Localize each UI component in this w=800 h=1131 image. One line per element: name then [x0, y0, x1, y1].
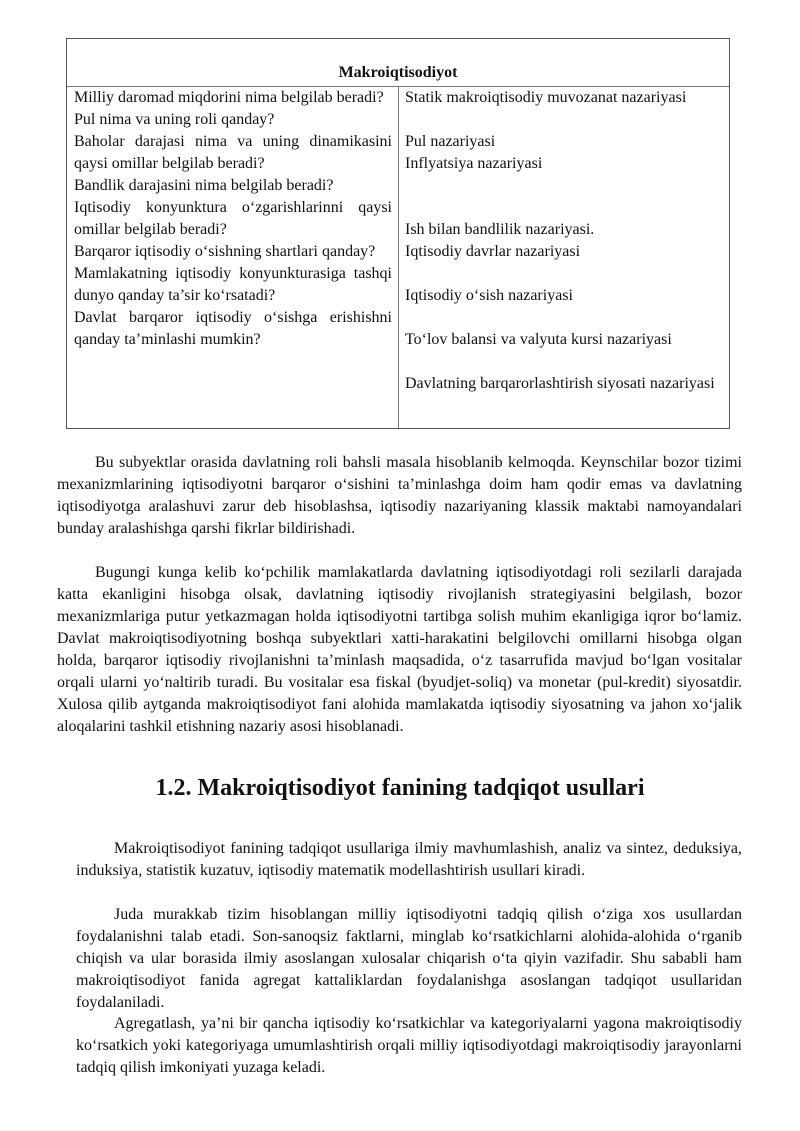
section-heading: 1.2. Makroiqtisodiyot fanining tadqiqot usullari	[155, 775, 645, 801]
table-question: Iqtisodiy konyunktura o‘zgarishlarinni qaysi omillar belgilab beradi?	[74, 199, 392, 238]
paragraph-aggregation: Agregatlash, ya’ni bir qancha iqtisodiy ko‘rsatkichlar va kategoriyalarni yagona makroiqtisodiy ko‘rsatkich yoki kategoriyaga umumlashtirish orqali milliy iqtisodiyotdagi makroiqtisodiy jarayonlarni tadqiq qilish imkoniyati yuzaga keladi.	[76, 1015, 742, 1076]
table-theory: Iqtisodiy davrlar nazariyasi	[405, 243, 581, 260]
theory-table	[66, 38, 730, 429]
paragraph-state-role: Bu subyektlar orasida davlatning roli bahsli masala hisoblanib kelmoqda. Keynschilar bozor tizimi mexanizmlarining iqtisodiyotni barqaror o‘sishini ta’minlashga doim ham qodir emas va davlatning iqtisodiyotga aralashuvi zarur deb hisoblashsa, iqtisodiy nazariyaning klassik maktabi namoyandalari bunday aralashishga qarshi fikrlar bildirishadi.	[57, 454, 742, 537]
table-divider-vertical	[398, 86, 399, 428]
paragraph-state-economy: Bugungi kunga kelib ko‘pchilik mamlakatlarda davlatning iqtisodiyotdagi roli sezilarli darajada katta ekanligini hisobga olsak, davlatning iqtisodiy rivojlanish strategiyasini belgilash, bozor mexanizmlariga putur yetkazmagan holda iqtisodiyotni tartibga solish muhim ekanligiga iqror bo‘lamiz. Davlat makroiqtisodiyotning boshqa subyektlari xatti-harakatini belgilovchi omillarni hisobga olgan holda, barqaror iqtisodiy rivojlanishni ta’minlash maqsadida, o‘z tasarrufida mavjud bo‘lgan vositalar orqali ularni yo‘naltirib turadi. Bu vositalar esa fiskal (byudjet-soliq) va monetar (pul-kredit) siyosatdir. Xulosa qilib aytganda makroiqtisodiyot fani alohida mamlakatda iqtisodiy siyosatning va jahon xo‘jalik aloqalarini tashkil etishning nazariy asosi hisoblanadi.	[57, 564, 742, 735]
paragraph-methods: Makroiqtisodiyot fanining tadqiqot usullariga ilmiy mavhumlashish, analiz va sintez, deduksiya, induksiya, statistik kuzatuv, iqtisodiy matematik modellashtirish usullari kiradi.	[76, 840, 742, 879]
table-question: Barqaror iqtisodiy o‘sishning shartlari qanday?	[74, 243, 376, 260]
table-theory: Davlatning barqarorlashtirish siyosati nazariyasi	[405, 375, 715, 392]
table-question: Pul nima va uning roli qanday?	[74, 111, 275, 128]
table-question: Baholar darajasi nima va uning dinamikasini qaysi omillar belgilab beradi?	[74, 133, 392, 172]
table-theory: Inflyatsiya nazariyasi	[405, 155, 543, 172]
paragraph-complex-system: Juda murakkab tizim hisoblangan milliy iqtisodiyotni tadqiq qilish o‘ziga xos usullardan foydalanishni talab etadi. Son-sanoqsiz faktlarni, minglab ko‘rsatkichlarni alohida-alohida o‘rganib chiqish va ular borasida ilmiy asoslangan xulosalar chiqarish o‘ta qiyin vazifadir. Shu sababli ham makroiqtisodiyot fanida agregat kattaliklardan foydalanishga asoslangan tadqiqot usullaridan foydalaniladi.	[76, 906, 742, 1011]
table-questions-column	[74, 87, 392, 351]
table-theory: Iqtisodiy o‘sish nazariyasi	[405, 287, 573, 304]
table-theories-column	[405, 87, 723, 395]
table-question: Milliy daromad miqdorini nima belgilab beradi?	[74, 89, 384, 106]
table-theory: Statik makroiqtisodiy muvozanat nazariyasi	[405, 89, 687, 106]
table-question: Mamlakatning iqtisodiy konyunkturasiga tashqi dunyo qanday ta’sir ko‘rsatadi?	[74, 265, 392, 304]
table-title: Makroiqtisodiyot	[338, 64, 458, 81]
table-theory: Ish bilan bandlilik nazariyasi.	[405, 221, 595, 238]
table-theory: To‘lov balansi va valyuta kursi nazariyasi	[405, 331, 672, 348]
table-theory: Pul nazariyasi	[405, 133, 496, 150]
table-question: Bandlik darajasini nima belgilab beradi?	[74, 177, 334, 194]
table-question: Davlat barqaror iqtisodiy o‘sishga erishishni qanday ta’minlashi mumkin?	[74, 309, 392, 348]
